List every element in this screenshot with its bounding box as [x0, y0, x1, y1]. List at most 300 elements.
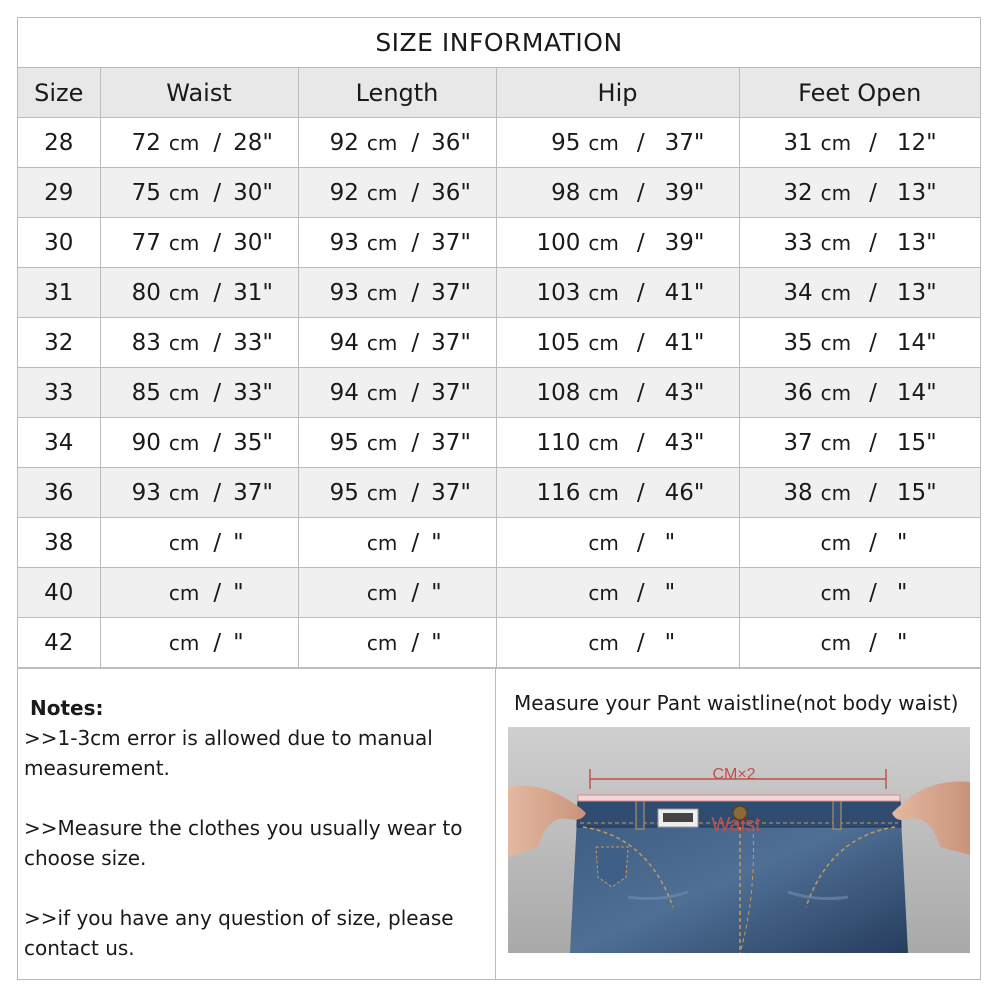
inch-mark: ": [926, 429, 937, 456]
inch-mark: ": [896, 529, 908, 556]
unit-separator: /: [636, 379, 645, 406]
measure-panel: [496, 669, 980, 979]
waist-inch-number: 35: [233, 429, 263, 456]
inch-mark: ": [460, 379, 471, 406]
length-inch-value: [431, 230, 471, 256]
hip-inch-value: [665, 380, 705, 406]
inch-mark: ": [460, 229, 471, 256]
feet-inch-value: [897, 430, 937, 456]
hip-inch-value: [665, 480, 705, 506]
feet-inch-value: [897, 530, 937, 556]
inch-mark: ": [664, 629, 676, 656]
inch-mark: ": [460, 179, 471, 206]
unit-separator: /: [411, 279, 420, 306]
inch-mark: ": [664, 529, 676, 556]
size-cell: 29: [18, 168, 100, 218]
length-inch-value: [431, 430, 471, 456]
cm-unit: cm: [820, 180, 852, 205]
cm-unit: cm: [588, 230, 619, 255]
table-header-row: [18, 68, 980, 118]
length-inch-number: 37: [431, 229, 461, 256]
hip-cell: [496, 468, 739, 518]
inch-mark: ": [431, 529, 442, 556]
waist-cell: [100, 368, 298, 418]
table-row: [18, 468, 980, 518]
cm-unit: cm: [588, 430, 619, 455]
hip-cell: [496, 518, 739, 568]
cm-unit: cm: [366, 630, 398, 655]
hip-cell: [496, 368, 739, 418]
hip-inch-number: 37: [664, 129, 694, 156]
feet-cm-value: 31: [783, 129, 813, 156]
note-item: >>if you have any question of size, please contact us.: [24, 906, 454, 960]
cm-unit: cm: [168, 130, 200, 155]
header-size: Size: [18, 68, 100, 118]
length-cell: [298, 118, 496, 168]
unit-separator: /: [636, 629, 645, 656]
waist-cm-value: 72: [131, 129, 161, 156]
waist-inch-number: 30: [233, 229, 263, 256]
unit-separator: /: [213, 279, 222, 306]
inch-mark: ": [431, 629, 442, 656]
hip-cm-value: 103: [536, 279, 581, 306]
page-title: SIZE INFORMATION: [18, 18, 980, 68]
cm-unit: cm: [820, 130, 852, 155]
length-cell: [298, 318, 496, 368]
length-inch-number: 37: [431, 379, 461, 406]
length-inch-value: [431, 630, 471, 656]
waist-cell: [100, 318, 298, 368]
waist-cm-value: 93: [131, 479, 161, 506]
inch-mark: ": [460, 429, 471, 456]
unit-separator: /: [213, 379, 222, 406]
feet-cell: [739, 318, 980, 368]
hip-cell: [496, 418, 739, 468]
unit-separator: /: [636, 329, 645, 356]
cm-unit: cm: [588, 180, 619, 205]
feet-cell: [739, 268, 980, 318]
cm-unit: cm: [168, 580, 200, 605]
cm-unit: cm: [366, 530, 398, 555]
cm-unit: cm: [588, 480, 619, 505]
cm-unit: cm: [588, 530, 619, 555]
inch-mark: ": [693, 479, 705, 506]
feet-inch-value: [897, 180, 937, 206]
inch-mark: ": [693, 279, 705, 306]
cm-unit: cm: [820, 380, 852, 405]
cm-unit: cm: [588, 380, 619, 405]
feet-cell: [739, 468, 980, 518]
hip-inch-number: 39: [664, 179, 694, 206]
cm-unit: cm: [168, 230, 200, 255]
feet-inch-number: 13: [896, 279, 927, 306]
size-cell: 30: [18, 218, 100, 268]
unit-separator: /: [636, 179, 645, 206]
inch-mark: ": [262, 329, 273, 356]
unit-separator: /: [411, 229, 420, 256]
note-item: >>1-3cm error is allowed due to manual measurement.: [24, 726, 433, 780]
hip-cell: [496, 218, 739, 268]
waist-cm-value: 80: [131, 279, 161, 306]
inch-mark: ": [693, 129, 705, 156]
hip-cm-value: 98: [551, 179, 581, 206]
length-inch-value: [431, 130, 471, 156]
hip-cell: [496, 618, 739, 668]
cm-unit: cm: [820, 280, 852, 305]
unit-separator: /: [411, 429, 420, 456]
hip-cm-value: 110: [536, 429, 581, 456]
waist-inch-number: 33: [233, 379, 263, 406]
inch-mark: ": [926, 479, 937, 506]
hip-cm-value: 116: [536, 479, 581, 506]
feet-inch-number: 12: [896, 129, 927, 156]
feet-inch-value: [897, 480, 937, 506]
unit-separator: /: [213, 529, 222, 556]
unit-separator: /: [869, 479, 877, 506]
waist-inch-value: [233, 530, 273, 556]
waist-cell: [100, 418, 298, 468]
length-cm-value: 93: [329, 279, 359, 306]
cm-unit: cm: [366, 330, 398, 355]
inch-mark: ": [896, 579, 908, 606]
waist-cm-value: 75: [131, 179, 161, 206]
length-inch-value: [431, 480, 471, 506]
unit-separator: /: [636, 129, 645, 156]
length-inch-value: [431, 530, 471, 556]
header-length: Length: [298, 68, 496, 118]
inch-mark: ": [262, 479, 273, 506]
waist-cell: [100, 618, 298, 668]
feet-inch-number: 15: [896, 479, 927, 506]
inch-mark: ": [896, 629, 908, 656]
inch-mark: ": [233, 529, 244, 556]
inch-mark: ": [926, 179, 937, 206]
waist-cell: [100, 168, 298, 218]
waist-inch-number: 31: [233, 279, 263, 306]
cm-unit: cm: [588, 130, 619, 155]
hip-inch-value: [665, 630, 705, 656]
unit-separator: /: [636, 479, 645, 506]
inch-mark: ": [233, 579, 244, 606]
hip-inch-value: [665, 230, 705, 256]
cm-unit: cm: [366, 230, 398, 255]
cm-unit: cm: [366, 130, 398, 155]
inch-mark: ": [926, 329, 937, 356]
cm-unit: cm: [366, 480, 398, 505]
waist-inch-value: [233, 630, 273, 656]
feet-inch-number: 14: [896, 329, 927, 356]
waist-cm-value: 90: [131, 429, 161, 456]
inch-mark: ": [233, 629, 244, 656]
inch-mark: ": [262, 379, 273, 406]
feet-inch-value: [897, 630, 937, 656]
unit-separator: /: [411, 129, 420, 156]
feet-inch-value: [897, 230, 937, 256]
unit-separator: /: [869, 579, 877, 606]
header-hip: Hip: [496, 68, 739, 118]
feet-inch-value: [897, 580, 937, 606]
cm-unit: cm: [366, 180, 398, 205]
waist-inch-number: 30: [233, 179, 263, 206]
waist-inch-value: [233, 230, 273, 256]
cm-unit: cm: [588, 630, 619, 655]
hip-inch-value: [665, 330, 705, 356]
hip-inch-number: 43: [664, 379, 694, 406]
unit-separator: /: [411, 529, 420, 556]
waist-inch-value: [233, 430, 273, 456]
cm-unit: cm: [366, 280, 398, 305]
inch-mark: ": [693, 229, 705, 256]
length-cell: [298, 418, 496, 468]
waist-cell: [100, 218, 298, 268]
waist-inch-number: 37: [233, 479, 263, 506]
cm-unit: cm: [820, 630, 852, 655]
length-cm-value: 95: [329, 429, 359, 456]
length-inch-number: 37: [431, 479, 461, 506]
unit-separator: /: [213, 129, 222, 156]
size-cell: 42: [18, 618, 100, 668]
unit-separator: /: [636, 279, 645, 306]
size-cell: 38: [18, 518, 100, 568]
unit-separator: /: [411, 379, 420, 406]
inch-mark: ": [262, 229, 273, 256]
hip-cm-value: 105: [536, 329, 581, 356]
length-cell: [298, 218, 496, 268]
inch-mark: ": [460, 129, 471, 156]
inch-mark: ": [262, 279, 273, 306]
cm-unit: cm: [168, 280, 200, 305]
length-cm-value: 95: [329, 479, 359, 506]
inch-mark: ": [262, 429, 273, 456]
feet-cm-value: 34: [783, 279, 813, 306]
cm-unit: cm: [168, 180, 200, 205]
feet-cell: [739, 118, 980, 168]
length-inch-number: 36: [431, 179, 461, 206]
length-inch-number: 37: [431, 429, 461, 456]
size-cell: 36: [18, 468, 100, 518]
feet-inch-value: [897, 380, 937, 406]
hip-inch-value: [665, 530, 705, 556]
waist-cell: [100, 518, 298, 568]
unit-separator: /: [869, 429, 877, 456]
length-inch-value: [431, 580, 471, 606]
waist-inch-value: [233, 130, 273, 156]
feet-inch-number: 14: [896, 379, 927, 406]
unit-separator: /: [869, 329, 877, 356]
feet-inch-value: [897, 280, 937, 306]
feet-cell: [739, 168, 980, 218]
feet-cm-value: 35: [783, 329, 813, 356]
unit-separator: /: [869, 229, 877, 256]
measure-caption: Measure your Pant waistline(not body waist): [514, 691, 959, 715]
waist-cm-value: 85: [131, 379, 161, 406]
waist-cell: [100, 268, 298, 318]
jeans-waist-photo: [508, 727, 970, 953]
cm-unit: cm: [820, 580, 852, 605]
cm-unit: cm: [168, 630, 200, 655]
length-inch-value: [431, 280, 471, 306]
waist-inch-value: [233, 580, 273, 606]
unit-separator: /: [213, 579, 222, 606]
hip-inch-number: 41: [664, 279, 694, 306]
cm-unit: cm: [820, 480, 852, 505]
size-cell: 40: [18, 568, 100, 618]
jeans-illustration: [508, 727, 970, 953]
hip-cm-value: 95: [551, 129, 581, 156]
cm-unit: cm: [168, 430, 200, 455]
length-cm-value: 92: [329, 129, 359, 156]
table-row: [18, 118, 980, 168]
waist-inch-value: [233, 480, 273, 506]
inch-mark: ": [460, 329, 471, 356]
size-chart-sheet: [17, 17, 981, 980]
unit-separator: /: [869, 179, 877, 206]
table-row: [18, 568, 980, 618]
cm-unit: cm: [588, 280, 619, 305]
hip-inch-number: 46: [664, 479, 694, 506]
feet-cell: [739, 368, 980, 418]
cm-unit: cm: [168, 330, 200, 355]
length-cell: [298, 468, 496, 518]
unit-separator: /: [636, 429, 645, 456]
hip-inch-value: [665, 130, 705, 156]
length-cm-value: 94: [329, 329, 359, 356]
cm-unit: cm: [168, 480, 200, 505]
length-cell: [298, 368, 496, 418]
unit-separator: /: [411, 179, 420, 206]
size-table: [18, 68, 980, 668]
table-row: [18, 618, 980, 668]
length-cell: [298, 268, 496, 318]
note-item: >>Measure the clothes you usually wear to choose size.: [24, 816, 463, 870]
hip-cell: [496, 268, 739, 318]
feet-cell: [739, 418, 980, 468]
waist-inch-value: [233, 330, 273, 356]
unit-separator: /: [869, 129, 877, 156]
waist-cell: [100, 568, 298, 618]
feet-cell: [739, 518, 980, 568]
hip-cm-value: 108: [536, 379, 581, 406]
length-cell: [298, 168, 496, 218]
feet-cm-value: 38: [783, 479, 813, 506]
length-inch-number: 36: [431, 129, 461, 156]
cm-unit: cm: [168, 380, 200, 405]
unit-separator: /: [411, 479, 420, 506]
feet-cm-value: 32: [783, 179, 813, 206]
inch-mark: ": [262, 179, 273, 206]
unit-separator: /: [636, 229, 645, 256]
unit-separator: /: [411, 629, 420, 656]
inch-mark: ": [693, 429, 705, 456]
hip-cm-value: 100: [536, 229, 581, 256]
inch-mark: ": [693, 329, 705, 356]
feet-cm-value: 37: [783, 429, 813, 456]
feet-cell: [739, 218, 980, 268]
hip-inch-number: 41: [664, 329, 694, 356]
cm-unit: cm: [820, 430, 852, 455]
hip-inch-number: 43: [664, 429, 694, 456]
table-row: [18, 218, 980, 268]
feet-cm-value: 36: [783, 379, 813, 406]
length-cm-value: 94: [329, 379, 359, 406]
cm-unit: cm: [820, 530, 852, 555]
unit-separator: /: [213, 329, 222, 356]
table-row: [18, 168, 980, 218]
length-inch-value: [431, 330, 471, 356]
length-inch-number: 37: [431, 329, 461, 356]
inch-mark: ": [926, 379, 937, 406]
feet-inch-value: [897, 330, 937, 356]
unit-separator: /: [411, 329, 420, 356]
unit-separator: /: [411, 579, 420, 606]
unit-separator: /: [213, 479, 222, 506]
inch-mark: ": [664, 579, 676, 606]
hip-inch-value: [665, 580, 705, 606]
waist-inch-value: [233, 280, 273, 306]
feet-inch-number: 13: [896, 179, 927, 206]
hip-cell: [496, 568, 739, 618]
inch-mark: ": [262, 129, 273, 156]
unit-separator: /: [213, 229, 222, 256]
hip-cell: [496, 168, 739, 218]
length-cm-value: 92: [329, 179, 359, 206]
unit-separator: /: [636, 579, 645, 606]
unit-separator: /: [213, 629, 222, 656]
feet-inch-number: 13: [896, 229, 927, 256]
header-feet-open: Feet Open: [739, 68, 980, 118]
length-cm-value: 93: [329, 229, 359, 256]
inch-mark: ": [926, 129, 937, 156]
hip-inch-value: [665, 280, 705, 306]
length-inch-number: 37: [431, 279, 461, 306]
waist-cell: [100, 118, 298, 168]
size-cell: 31: [18, 268, 100, 318]
table-row: [18, 268, 980, 318]
hip-inch-value: [665, 180, 705, 206]
hip-inch-value: [665, 430, 705, 456]
waist-cm-value: 83: [131, 329, 161, 356]
cm-unit: cm: [366, 380, 398, 405]
length-cell: [298, 568, 496, 618]
length-cell: [298, 618, 496, 668]
cm-unit: cm: [588, 580, 619, 605]
feet-inch-number: 15: [896, 429, 927, 456]
waist-inch-number: 28: [233, 129, 263, 156]
inch-mark: ": [926, 279, 937, 306]
size-cell: 33: [18, 368, 100, 418]
table-row: [18, 318, 980, 368]
table-row: [18, 418, 980, 468]
hip-cell: [496, 118, 739, 168]
unit-separator: /: [213, 179, 222, 206]
waist-cm-value: 77: [131, 229, 161, 256]
waist-cell: [100, 468, 298, 518]
unit-separator: /: [869, 379, 877, 406]
size-cell: 32: [18, 318, 100, 368]
header-waist: Waist: [100, 68, 298, 118]
cm-unit: cm: [366, 430, 398, 455]
unit-separator: /: [213, 429, 222, 456]
cm-unit: cm: [820, 230, 852, 255]
inch-mark: ": [460, 479, 471, 506]
inch-mark: ": [693, 379, 705, 406]
inch-mark: ": [460, 279, 471, 306]
unit-separator: /: [869, 529, 877, 556]
length-inch-value: [431, 180, 471, 206]
size-cell: 28: [18, 118, 100, 168]
waist-label: Waist: [711, 814, 761, 836]
feet-cell: [739, 618, 980, 668]
